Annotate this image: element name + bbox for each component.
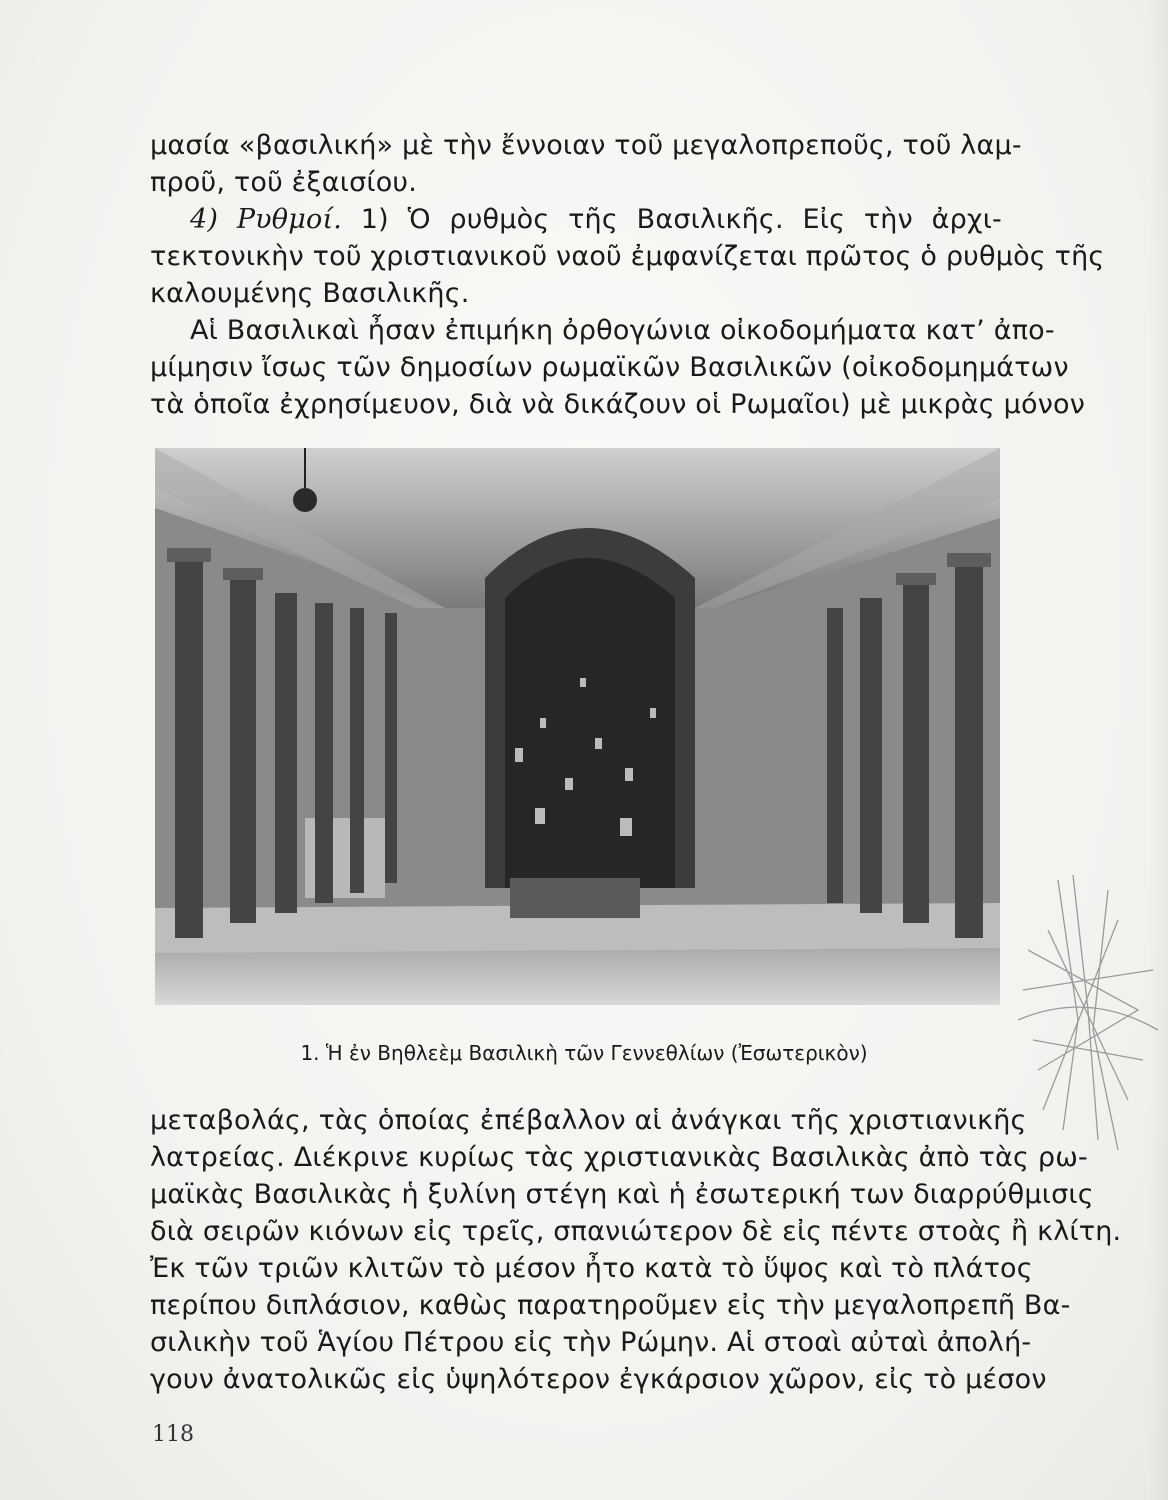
text-line: προῦ, τοῦ ἐξαισίου. bbox=[150, 167, 418, 198]
text-line: μίμησιν ἴσως τῶν δημοσίων ρωμαϊκῶν Βασιλικῶν (οἰκοδομημάτων bbox=[150, 352, 1069, 383]
section-heading-label: 4) Ρυθμοί. bbox=[190, 204, 343, 235]
section-heading-rest: 1) Ὁ ρυθμὸς τῆς Βασιλικῆς. Εἰς τὴν ἀρχι- bbox=[360, 204, 1002, 235]
text-line: τεκτονικὴν τοῦ χριστιανικοῦ ναοῦ ἐμφανίζεται πρῶτος ὁ ρυθμὸς τῆς bbox=[150, 241, 1105, 272]
text-block-top bbox=[150, 127, 1105, 423]
page-edge-shadow bbox=[1148, 0, 1168, 1500]
page-number: 118 bbox=[152, 1422, 194, 1447]
text-line: μαϊκὰς Βασιλικὰς ἡ ξυλίνη στέγη καὶ ἡ ἐσωτερική των διαρρύθμισις bbox=[150, 1179, 1094, 1210]
photo-illustration bbox=[155, 448, 1000, 1005]
text-line: μασία «βασιλική» μὲ τὴν ἔννοιαν τοῦ μεγαλοπρεποῦς, τοῦ λαμ- bbox=[150, 130, 1022, 161]
text-line: διὰ σειρῶν κιόνων εἰς τρεῖς, σπανιώτερον δὲ εἰς πέντε στοὰς ἢ κλίτη. bbox=[150, 1216, 1122, 1247]
section-heading-line bbox=[150, 201, 1002, 238]
text-line: σιλικὴν τοῦ Ἁγίου Πέτρου εἰς τὴν Ρώμην. Αἱ στοαὶ αὐταὶ ἀπολή- bbox=[150, 1327, 1032, 1358]
text-line: τὰ ὁποῖα ἐχρησίμευον, διὰ νὰ δικάζουν οἱ Ρωμαῖοι) μὲ μικρὰς μόνον bbox=[150, 389, 1085, 420]
figure-caption: 1. Ἡ ἐν Βηθλεὲμ Βασιλικὴ τῶν Γεννεθλίων (Ἐσωτερικὸν) bbox=[300, 1041, 868, 1065]
text-block-bottom bbox=[150, 1102, 1122, 1398]
text-line: γουν ἀνατολικῶς εἰς ὑψηλότερον ἐγκάρσιον χῶρον, εἰς τὸ μέσον bbox=[150, 1364, 1047, 1395]
text-line: Αἱ Βασιλικαὶ ἦσαν ἐπιμήκη ὀρθογώνια οἰκοδομήματα κατ’ ἀπο- bbox=[190, 315, 1055, 346]
text-line: λατρείας. Διέκρινε κυρίως τὰς χριστιανικὰς Βασιλικὰς ἀπὸ τὰς ρω- bbox=[150, 1142, 1088, 1173]
text-line: Ἐκ τῶν τριῶν κλιτῶν τὸ μέσον ἦτο κατὰ τὸ ὕψος καὶ τὸ πλάτος bbox=[150, 1253, 1033, 1284]
text-line: περίπου διπλάσιον, καθὼς παρατηροῦμεν εἰς τὴν μεγαλοπρεπῆ Βα- bbox=[150, 1290, 1071, 1321]
text-line: καλουμένης Βασιλικῆς. bbox=[150, 278, 470, 309]
pencil-scribble-icon bbox=[1018, 870, 1158, 1160]
text-line: μεταβολάς, τὰς ὁποίας ἐπέβαλλον αἱ ἀνάγκαι τῆς χριστιανικῆς bbox=[150, 1105, 1027, 1136]
basilica-interior-photo bbox=[155, 448, 1000, 1005]
